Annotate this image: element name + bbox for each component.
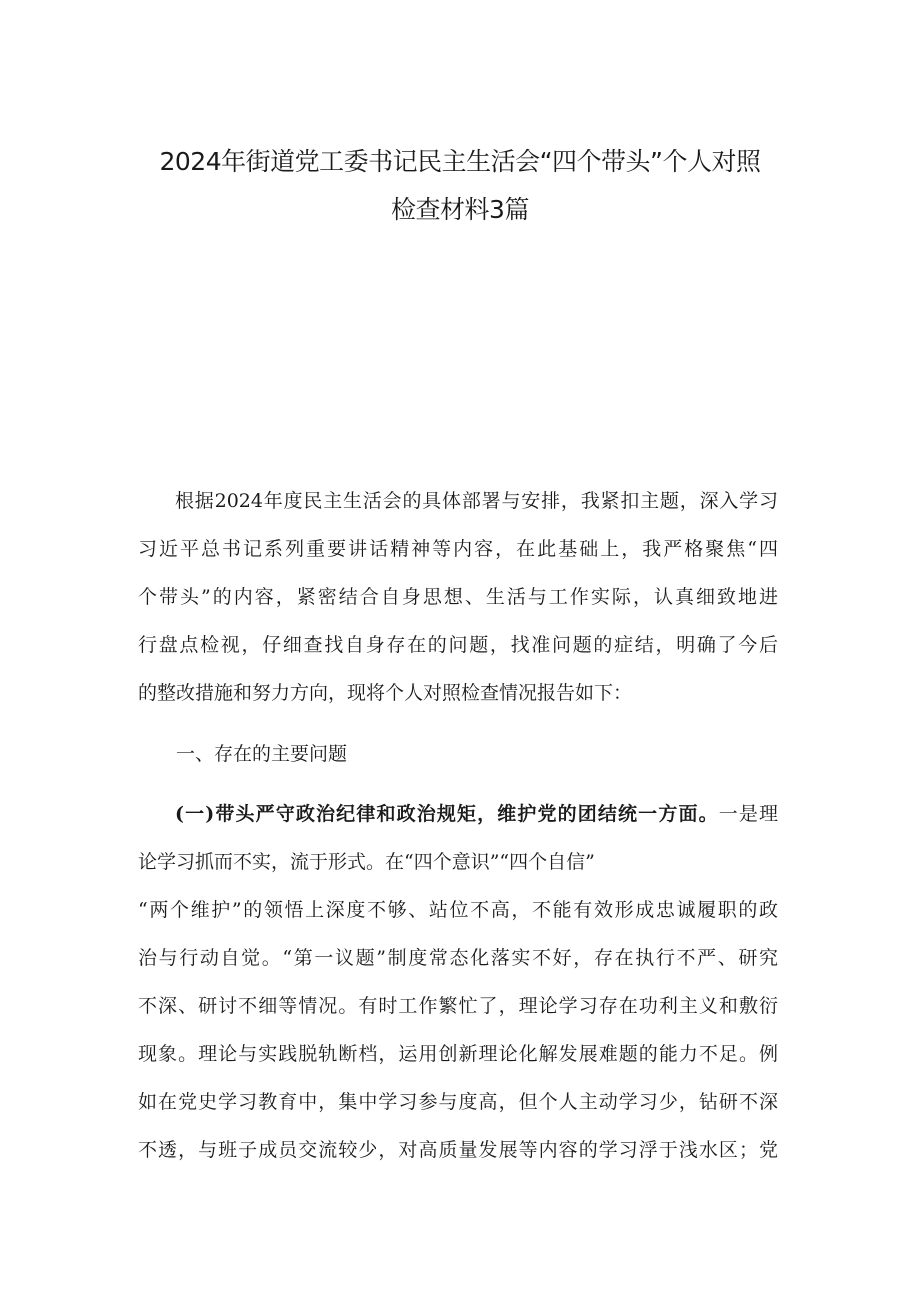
subsection-line: 治与行动自觉。“第一议题”制度常态化落实不好，存在执行不严、研究 <box>138 947 778 969</box>
subsection-line: 论学习抓而不实，流于形式。在“四个意识”“四个自信” <box>138 851 595 873</box>
subsection-heading: (一)带头严守政治纪律和政治规矩，维护党的团结统一方面。 <box>175 803 719 825</box>
intro-paragraph-line: 个带头”的内容，紧密结合自身思想、生活与工作实际，认真细致地进 <box>138 586 778 608</box>
intro-paragraph-line: 习近平总书记系列重要讲话精神等内容，在此基础上，我严格聚焦“四 <box>138 538 778 560</box>
document-title-line-2: 检查材料3篇 <box>391 195 529 224</box>
subsection-first-line-rest: 一是理 <box>718 803 778 825</box>
intro-paragraph-line: 根据2024年度民主生活会的具体部署与安排，我紧扣主题，深入学习 <box>175 490 778 512</box>
subsection-line: 如在党史学习教育中，集中学习参与度高，但个人主动学习少，钻研不深 <box>138 1091 778 1113</box>
subsection-line: “两个维护”的领悟上深度不够、站位不高，不能有效形成忠诚履职的政 <box>138 899 778 921</box>
document-title-line-1: 2024年街道党工委书记民主生活会“四个带头”个人对照 <box>159 147 761 176</box>
subsection-line: 不深、研讨不细等情况。有时工作繁忙了，理论学习存在功利主义和敷衍 <box>138 995 778 1017</box>
section-heading: 一、存在的主要问题 <box>176 743 348 765</box>
intro-paragraph-line: 的整改措施和努力方向，现将个人对照检查情况报告如下： <box>138 682 633 704</box>
subsection-line: 不透，与班子成员交流较少，对高质量发展等内容的学习浮于浅水区；党 <box>138 1139 778 1161</box>
intro-paragraph-line: 行盘点检视，仔细查找自身存在的问题，找准问题的症结，明确了今后 <box>138 634 778 656</box>
subsection-first-line <box>175 801 778 827</box>
subsection-line: 现象。理论与实践脱轨断档，运用创新理论化解发展难题的能力不足。例 <box>138 1043 778 1065</box>
